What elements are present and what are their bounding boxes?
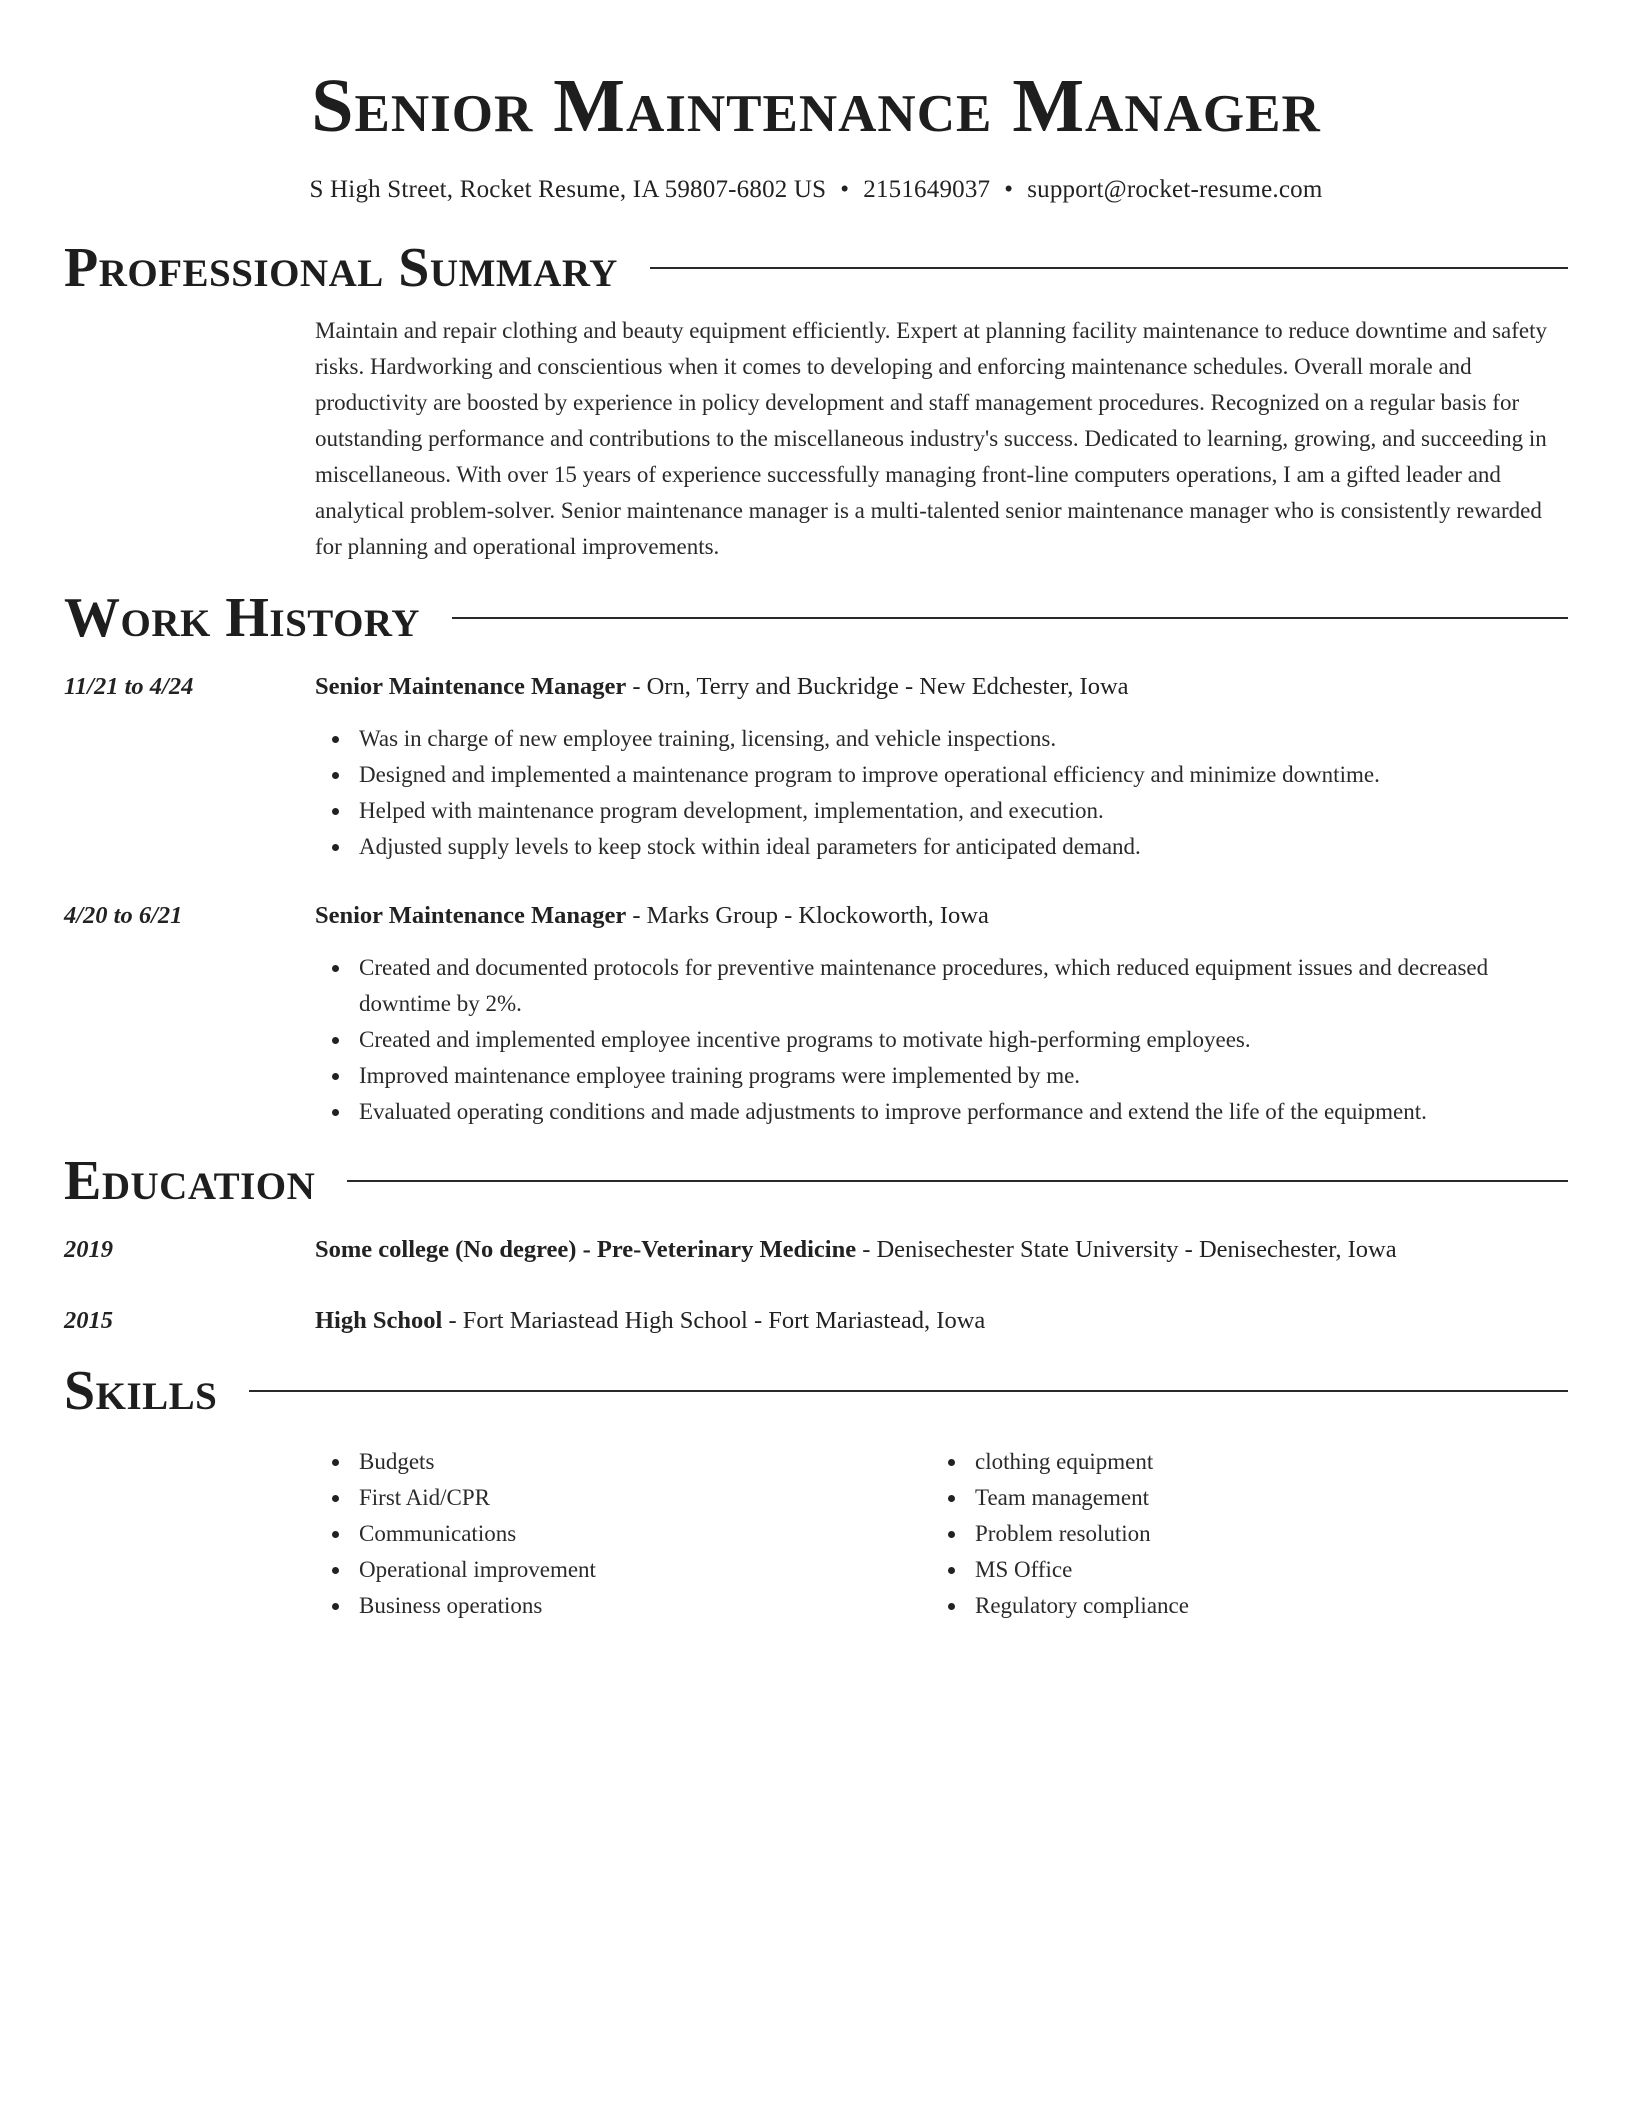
skills-column-right — [931, 1444, 1547, 1624]
job-dates: 11/21 to 4/24 — [64, 673, 194, 700]
education-heading — [315, 1303, 1568, 1339]
skill-item: First Aid/CPR — [315, 1480, 931, 1516]
skill-item: MS Office — [931, 1552, 1547, 1588]
resume-page — [64, 60, 1568, 1624]
education-degree: Some college (No degree) - Pre-Veterinary Medicine — [315, 1236, 857, 1263]
skill-item: clothing equipment — [931, 1444, 1547, 1480]
section-title-education: Education — [64, 1150, 316, 1212]
address: S High Street, Rocket Resume, IA 59807-6802 US — [309, 176, 827, 203]
education-entry — [64, 1232, 1568, 1268]
work-section-header — [64, 585, 1568, 651]
separator-dot: • — [1004, 176, 1014, 203]
separator-dot: • — [840, 176, 850, 203]
job-heading — [315, 898, 1568, 934]
summary-text: Maintain and repair clothing and beauty equipment efficiently. Expert at planning facility maintenance to reduce downtime and safety risks. Hardworking and conscientious when it comes to developing and enforcing maintenance schedules. Overall morale and productivity are boosted by experience in policy development and staff management procedures. Recognized on a regular basis for outstanding performance and contributions to the miscellaneous industry's success. Dedicated to learning, growing, and succeeding in miscellaneous. With over 15 years of experience successfully managing front-line computers operations, I am a gifted leader and analytical problem-solver. Senior maintenance manager is a multi-talented senior maintenance manager who is consistently rewarded for planning and operational improvements. — [315, 318, 1547, 559]
job-details: - Marks Group - Klockoworth, Iowa — [626, 902, 989, 929]
job-role: Senior Maintenance Manager — [315, 902, 627, 929]
education-year: 2015 — [64, 1307, 113, 1334]
section-title-skills: Skills — [64, 1360, 218, 1422]
contact-line — [64, 174, 1568, 206]
skill-item: Operational improvement — [315, 1552, 931, 1588]
list-item: Created and implemented employee incentive programs to motivate high-performing employees. — [315, 1022, 1568, 1058]
education-body — [315, 1232, 1568, 1268]
skill-item: Regulatory compliance — [931, 1588, 1547, 1624]
education-details: - Fort Mariastead High School - Fort Mariastead, Iowa — [442, 1307, 986, 1334]
job-entry — [64, 898, 1568, 1130]
list-item: Was in charge of new employee training, licensing, and vehicle inspections. — [315, 721, 1568, 757]
list-item: Created and documented protocols for preventive maintenance procedures, which reduced equipment issues and decreased downtime by 2%. — [315, 950, 1568, 1022]
section-title-work-history: Work History — [64, 587, 420, 649]
education-section-header — [64, 1148, 1568, 1214]
job-body — [315, 669, 1568, 865]
list-item: Evaluated operating conditions and made adjustments to improve performance and extend the life of the equipment. — [315, 1094, 1568, 1130]
skill-item: Team management — [931, 1480, 1547, 1516]
list-item: Helped with maintenance program development, implementation, and execution. — [315, 793, 1568, 829]
skill-item: Business operations — [315, 1588, 931, 1624]
education-entry — [64, 1303, 1568, 1339]
education-details: - Denisechester State University - Denisechester, Iowa — [856, 1236, 1397, 1263]
job-bullets — [315, 950, 1568, 1130]
section-divider — [249, 1390, 1568, 1392]
email: support@rocket-resume.com — [1027, 176, 1323, 203]
job-dates: 4/20 to 6/21 — [64, 902, 183, 929]
section-title-summary: Professional Summary — [64, 237, 618, 299]
list-item: Improved maintenance employee training programs were implemented by me. — [315, 1058, 1568, 1094]
skills-list — [315, 1444, 1568, 1624]
job-details: - Orn, Terry and Buckridge - New Edchester, Iowa — [626, 673, 1129, 700]
job-body — [315, 898, 1568, 1130]
skills-column-left — [315, 1444, 931, 1624]
section-divider — [347, 1180, 1568, 1182]
list-item: Adjusted supply levels to keep stock within ideal parameters for anticipated demand. — [315, 829, 1568, 865]
candidate-name: Senior Maintenance Manager — [311, 64, 1321, 148]
education-heading — [315, 1232, 1568, 1268]
section-divider — [452, 617, 1568, 619]
summary-section-header — [64, 235, 1568, 301]
job-role: Senior Maintenance Manager — [315, 673, 627, 700]
job-heading — [315, 669, 1568, 705]
section-divider — [650, 267, 1568, 269]
education-year: 2019 — [64, 1236, 113, 1263]
skill-item: Budgets — [315, 1444, 931, 1480]
education-body — [315, 1303, 1568, 1339]
education-degree: High School — [315, 1307, 443, 1334]
skill-item: Problem resolution — [931, 1516, 1547, 1552]
skill-item: Communications — [315, 1516, 931, 1552]
phone: 2151649037 — [863, 176, 991, 203]
job-bullets — [315, 721, 1568, 865]
job-entry — [64, 669, 1568, 865]
list-item: Designed and implemented a maintenance program to improve operational efficiency and minimize downtime. — [315, 757, 1568, 793]
skills-section-header — [64, 1358, 1568, 1424]
